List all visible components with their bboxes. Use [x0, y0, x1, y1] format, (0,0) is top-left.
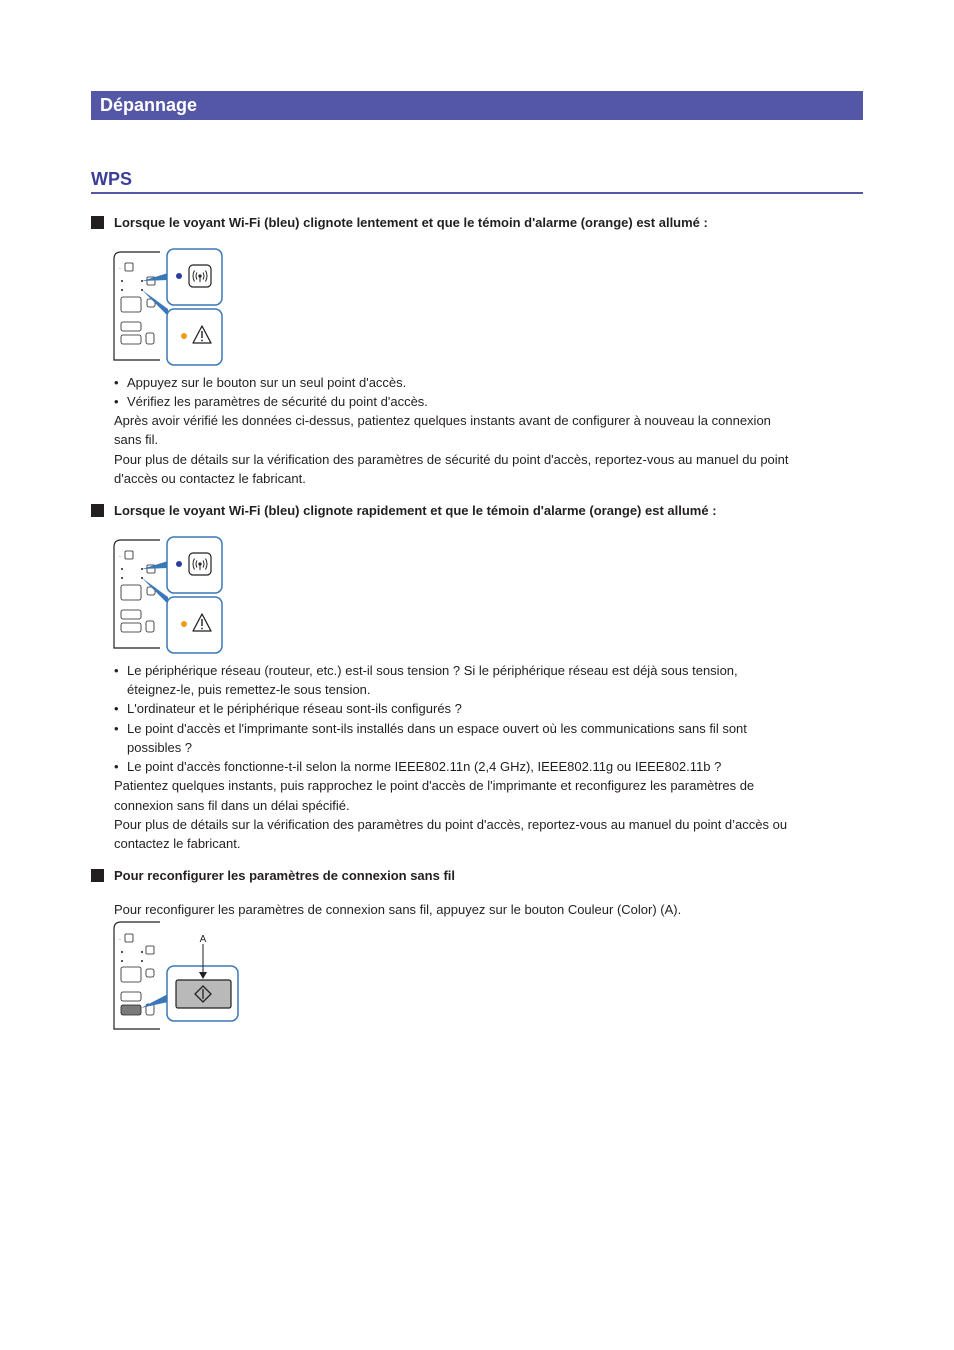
bullet-square-icon	[91, 504, 104, 517]
subheading-2	[91, 503, 863, 519]
control-panel-figure-3	[113, 918, 243, 1032]
subheading-1-text: Lorsque le voyant Wi-Fi (bleu) clignote lentement et que le témoin d'alarme (orange) est allumé :	[114, 215, 708, 230]
bullet-square-icon	[91, 869, 104, 882]
paragraph-line: d'accès ou contactez le fabricant.	[114, 471, 306, 486]
subheading-3-text: Pour reconfigurer les paramètres de connexion sans fil	[114, 868, 455, 883]
paragraph-line: Patientez quelques instants, puis rapprochez le point d'accès de l'imprimante et reconfigurez les paramètres de	[114, 778, 755, 793]
list-item-continuation: éteignez-le, puis remettez-le sous tension.	[127, 682, 371, 697]
paragraph-line: sans fil.	[114, 432, 159, 447]
list-item: • L'ordinateur et le périphérique réseau sont-ils configurés ?	[114, 699, 462, 718]
list-item: • Le périphérique réseau (routeur, etc.) est-il sous tension ? Si le périphérique réseau est déjà sous tension,	[114, 661, 738, 680]
list-item: • Appuyez sur le bouton sur un seul point d'accès.	[114, 373, 406, 392]
section-title: WPS	[91, 168, 863, 194]
svg-text:◦: ◦	[119, 937, 121, 943]
paragraph-line: contactez le fabricant.	[114, 836, 241, 851]
control-panel-figure-1	[113, 247, 225, 365]
list-item: • Le point d'accès fonctionne-t-il selon la norme IEEE802.11n (2,4 GHz), IEEE802.11g ou IEEE802.11b ?	[114, 757, 721, 776]
paragraph-line: connexion sans fil dans un délai spécifié.	[114, 798, 350, 813]
svg-text:◦: ◦	[119, 554, 121, 560]
page-header-banner: Dépannage	[91, 91, 863, 120]
paragraph-line: Pour reconfigurer les paramètres de connexion sans fil, appuyez sur le bouton Couleur (Color) (A).	[114, 902, 682, 917]
subheading-1	[91, 215, 863, 231]
bullet-square-icon	[91, 216, 104, 229]
paragraph-line: Pour plus de détails sur la vérification des paramètres de sécurité du point d'accès, reportez-vous au manuel du point	[114, 452, 789, 467]
paragraph-line: Après avoir vérifié les données ci-dessus, patientez quelques instants avant de configurer à nouveau la connexion	[114, 413, 771, 428]
subheading-3	[91, 868, 863, 884]
paragraph-line: Pour plus de détails sur la vérification des paramètres du point d'accès, reportez-vous au manuel du point d’accès ou	[114, 817, 788, 832]
list-item: • Le point d'accès et l'imprimante sont-ils installés dans un espace ouvert où les communications sans fil sont	[114, 719, 747, 738]
svg-text:◦: ◦	[119, 266, 121, 272]
subheading-2-text: Lorsque le voyant Wi-Fi (bleu) clignote rapidement et que le témoin d'alarme (orange) est allumé :	[114, 503, 717, 518]
list-item: • Vérifiez les paramètres de sécurité du point d'accès.	[114, 392, 428, 411]
figure-label-a: A	[199, 934, 207, 945]
control-panel-figure-2	[113, 535, 225, 653]
list-item-continuation: possibles ?	[127, 740, 193, 755]
